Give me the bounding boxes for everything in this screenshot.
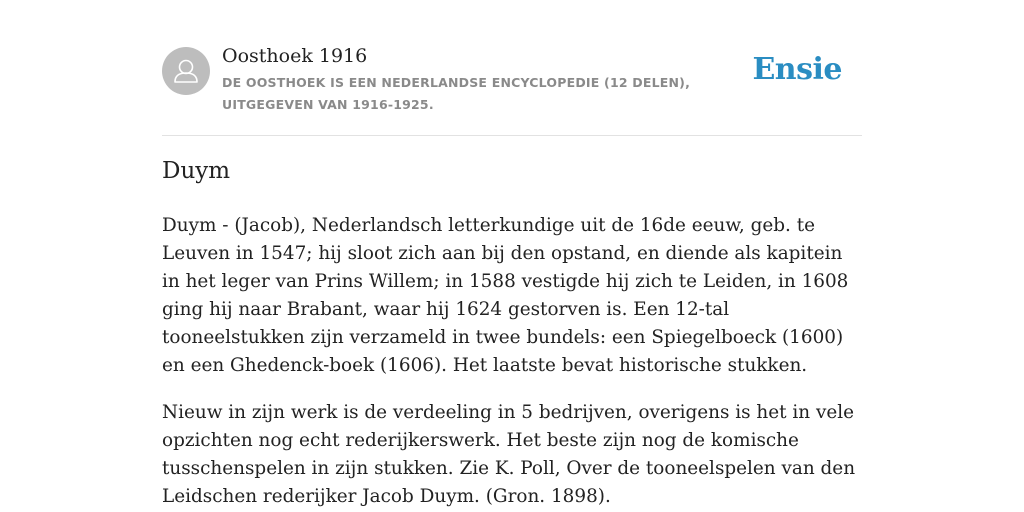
source-title[interactable]: Oosthoek 1916 [222,45,368,67]
entry-title: Duym [162,158,231,184]
entry-paragraph: Duym - (Jacob), Nederlandsch letterkundige uit de 16de eeuw, geb. te Leuven in 1547; hij sloot zich aan bij den opstand, en diende als kapitein in het leger van Prins Willem; in 1588 vestigde hij zich te Leiden, in 1608 ging hij naar Brabant, waar hij 1624 gestorven is. Een 12-tal tooneelstukken zijn verzameld in twee bundels: een Spiegelboeck (1600) en een Ghedenck-boek (1606). Het laatste bevat historische stukken. [162,215,849,376]
entry-paragraph: Nieuw in zijn werk is de verdeeling in 5 bedrijven, overigens is het in vele opzichten nog echt rederijkerswerk. Het beste zijn nog de komische tusschenspelen in zijn stukken. Zie K. Poll, Over de tooneelspelen van den Leidschen rederijker Jacob Duym. (Gron. 1898). [162,402,856,507]
user-icon [162,47,210,95]
source-avatar[interactable] [162,47,210,95]
page-container [162,0,862,507]
entry-content [162,212,862,512]
source-description: DE OOSTHOEK IS EEN NEDERLANDSE ENCYCLOPEDIE (12 DELEN), UITGEGEVEN VAN 1916-1925. [222,75,691,112]
source-header [162,0,862,136]
ensie-logo[interactable]: Ensie [752,52,842,87]
